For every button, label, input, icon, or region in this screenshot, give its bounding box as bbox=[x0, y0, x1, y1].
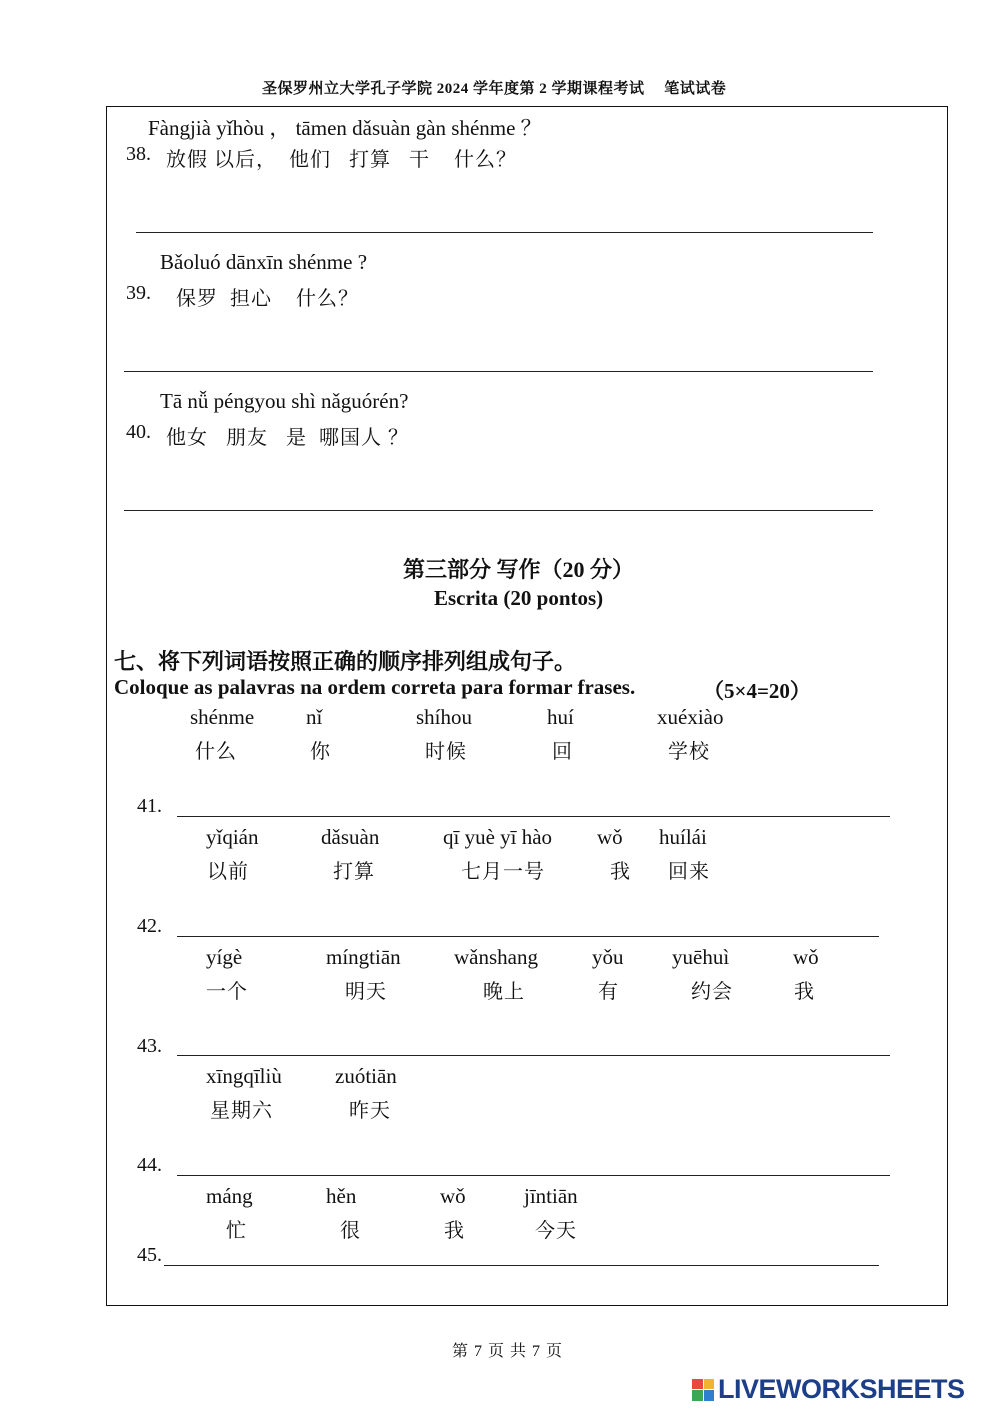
word-hanzi: 昨天 bbox=[349, 1100, 391, 1122]
word-hanzi: 我 bbox=[610, 861, 631, 883]
word-pinyin: wǒ bbox=[597, 825, 623, 849]
q39-answer-line[interactable] bbox=[124, 371, 873, 372]
q40-answer-line[interactable] bbox=[124, 510, 873, 511]
word-hanzi: 忙 bbox=[226, 1220, 247, 1242]
word-hanzi: 很 bbox=[340, 1220, 361, 1242]
word-pinyin: qī yuè yī hào bbox=[443, 825, 553, 849]
exercise-number: 45. bbox=[137, 1244, 162, 1266]
q38-number: 38. bbox=[126, 143, 151, 165]
q38-hanzi: 放假 以后， 他们 打算 干 什么？ bbox=[166, 149, 517, 171]
exam-header: 圣保罗州立大学孔子学院 2024 学年度第 2 学期课程考试 笔试试卷 bbox=[262, 81, 727, 97]
word-hanzi: 回来 bbox=[668, 861, 710, 883]
answer-line-43[interactable] bbox=[177, 1055, 890, 1056]
word-hanzi: 晚上 bbox=[483, 981, 525, 1003]
word-pinyin: xuéxiào bbox=[657, 705, 724, 729]
word-hanzi: 打算 bbox=[333, 861, 375, 883]
exercise-number: 44. bbox=[137, 1154, 162, 1176]
answer-line-44[interactable] bbox=[177, 1175, 890, 1176]
word-hanzi: 一个 bbox=[206, 981, 248, 1003]
word-hanzi: 什么 bbox=[195, 741, 237, 763]
word-pinyin: wǎnshang bbox=[454, 945, 538, 969]
section-title: 第三部分 写作（20 分） bbox=[403, 557, 635, 582]
word-hanzi: 星期六 bbox=[210, 1100, 273, 1122]
word-hanzi: 约会 bbox=[691, 981, 733, 1003]
word-hanzi: 学校 bbox=[668, 741, 710, 763]
exercise-number: 41. bbox=[137, 795, 162, 817]
word-pinyin: hěn bbox=[326, 1184, 357, 1208]
word-hanzi: 有 bbox=[598, 981, 619, 1003]
answer-line-45[interactable] bbox=[164, 1265, 879, 1266]
word-pinyin: zuótiān bbox=[335, 1064, 397, 1088]
word-pinyin: huílái bbox=[659, 825, 707, 849]
word-pinyin: yǒu bbox=[592, 945, 624, 969]
instruction-chinese: 七、将下列词语按照正确的顺序排列组成句子。 bbox=[114, 649, 577, 674]
brand-logo-icon bbox=[692, 1379, 714, 1401]
logo-tile bbox=[692, 1379, 703, 1390]
logo-tile bbox=[692, 1390, 703, 1401]
word-pinyin: wǒ bbox=[440, 1184, 466, 1208]
exercise-number: 43. bbox=[137, 1035, 162, 1057]
instruction-portuguese: Coloque as palavras na ordem correta para formar frases. bbox=[114, 675, 636, 699]
word-pinyin: huí bbox=[547, 705, 574, 729]
q38-answer-line[interactable] bbox=[136, 232, 873, 233]
logo-tile bbox=[704, 1379, 715, 1390]
score-label: （5×4=20） bbox=[703, 679, 811, 703]
brand-name: LIVEWORKSHEETS bbox=[718, 1374, 965, 1404]
q39-number: 39. bbox=[126, 282, 151, 304]
word-hanzi: 今天 bbox=[535, 1220, 577, 1242]
word-hanzi: 明天 bbox=[345, 981, 387, 1003]
q38-pinyin: Fàngjià yǐhòu ， tāmen dǎsuàn gàn shénme ？ bbox=[148, 116, 542, 140]
word-hanzi: 以前 bbox=[207, 861, 249, 883]
q40-pinyin: Tā nǚ péngyou shì nǎguórén? bbox=[160, 389, 409, 413]
word-hanzi: 时候 bbox=[425, 741, 467, 763]
word-hanzi: 我 bbox=[794, 981, 815, 1003]
word-pinyin: shénme bbox=[190, 705, 255, 729]
word-pinyin: míngtiān bbox=[326, 945, 401, 969]
word-hanzi: 回 bbox=[552, 741, 573, 763]
word-hanzi: 你 bbox=[310, 741, 331, 763]
word-hanzi: 七月一号 bbox=[461, 861, 545, 883]
word-pinyin: dǎsuàn bbox=[321, 825, 380, 849]
logo-tile bbox=[704, 1390, 715, 1401]
word-pinyin: yuēhuì bbox=[672, 945, 730, 969]
page-footer: 第 7 页 共 7 页 bbox=[452, 1343, 564, 1360]
q39-hanzi: 保罗 担心 什么？ bbox=[170, 288, 359, 310]
q40-hanzi: 他女 朋友 是 哪国人 ？ bbox=[166, 427, 409, 449]
exercise-number: 42. bbox=[137, 915, 162, 937]
word-pinyin: yígè bbox=[206, 945, 243, 969]
word-pinyin: jīntiān bbox=[524, 1184, 578, 1208]
liveworksheets-logo[interactable] bbox=[692, 1374, 965, 1405]
answer-line-42[interactable] bbox=[177, 936, 879, 937]
q40-number: 40. bbox=[126, 421, 151, 443]
word-pinyin: máng bbox=[206, 1184, 253, 1208]
section-subtitle: Escrita (20 pontos) bbox=[434, 586, 604, 610]
word-hanzi: 我 bbox=[444, 1220, 465, 1242]
q39-pinyin: Bǎoluó dānxīn shénme ? bbox=[160, 250, 368, 274]
word-pinyin: nǐ bbox=[306, 705, 323, 729]
word-pinyin: xīngqīliù bbox=[206, 1064, 282, 1088]
answer-line-41[interactable] bbox=[177, 816, 890, 817]
word-pinyin: shíhou bbox=[416, 705, 473, 729]
word-pinyin: yǐqián bbox=[206, 825, 259, 849]
word-pinyin: wǒ bbox=[793, 945, 819, 969]
